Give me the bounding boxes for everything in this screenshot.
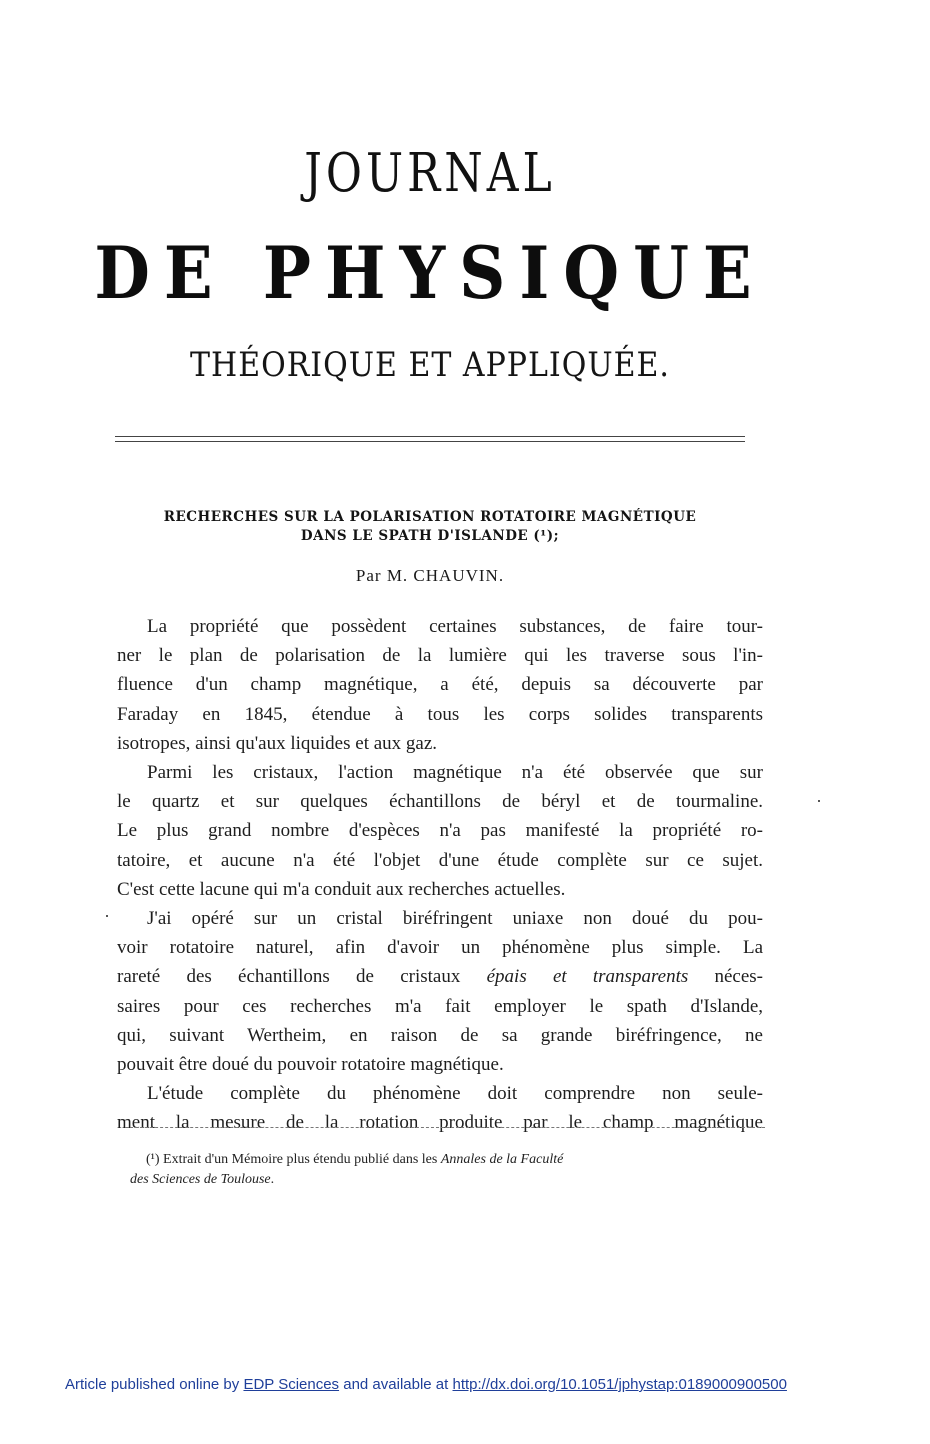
body-line: pouvait être doué du pouvoir rotatoire magnétique. (117, 1054, 504, 1076)
body-line (117, 962, 763, 991)
article-body (117, 612, 763, 1138)
footnote-end: . (270, 1172, 275, 1187)
footnote-marker: (¹) (146, 1152, 160, 1167)
body-line: Le plus grand nombre d'espèces n'a pas manifesté la propriété ro- (117, 820, 763, 842)
body-line: saires pour ces recherches m'a fait employer le spath d'Islande, (117, 995, 763, 1017)
footer-middle: and available at (343, 1376, 449, 1393)
body-line: L'étude complète du phénomène doit comprendre non seule- (147, 1083, 763, 1105)
body-text-run: néces- (714, 966, 763, 988)
footnote-line1 (130, 1150, 766, 1170)
publisher-link[interactable]: EDP Sciences (243, 1376, 340, 1393)
body-line: C'est cette lacune qui m'a conduit aux recherches actuelles. (117, 878, 566, 900)
footnote-rule (125, 1127, 765, 1128)
footer-prefix: Article published online by (65, 1376, 240, 1393)
body-line: qui, suivant Wertheim, en raison de sa grande biréfringence, ne (117, 1024, 763, 1046)
footnote-italic: des Sciences de Toulouse (130, 1172, 271, 1187)
publication-footer (65, 1376, 787, 1393)
body-line: isotropes, ainsi qu'aux liquides et aux gaz. (117, 732, 438, 754)
body-line: fluence d'un champ magnétique, a été, depuis sa découverte par (117, 674, 763, 696)
doi-link[interactable]: http://dx.doi.org/10.1051/jphystap:0189000900500 (452, 1376, 787, 1393)
article-title-line2: DANS LE SPATH D'ISLANDE (¹); (300, 528, 560, 544)
footnote-text: Extrait d'un Mémoire plus étendu publié dans les (163, 1152, 438, 1167)
body-line: tatoire, et aucune n'a été l'objet d'une étude complète sur ce sujet. (117, 849, 763, 871)
article-title (0, 508, 860, 546)
article-title-line1: RECHERCHES SUR LA POLARISATION ROTATOIRE MAGNÉTIQUE (163, 509, 697, 525)
header-double-rule (115, 436, 745, 442)
body-line: Faraday en 1845, étendue à tous les corps solides transparents (117, 703, 763, 725)
journal-subtitle: THÉORIQUE ET APPLIQUÉE. (190, 346, 670, 386)
body-text-run: rareté des échantillons de cristaux (117, 966, 461, 988)
scan-speck (106, 915, 108, 917)
footnote (130, 1150, 766, 1190)
footnote-italic: Annales de la Faculté (440, 1152, 564, 1167)
article-author: Par M. CHAUVIN. (355, 566, 505, 585)
body-line: La propriété que possèdent certaines substances, de faire tour- (147, 616, 763, 637)
body-line: le quartz et sur quelques échantillons de béryl et de tourmaline. (117, 791, 763, 813)
body-line: ner le plan de polarisation de la lumière qui les traverse sous l'in- (117, 645, 763, 667)
body-line: ment la mesure de la rotation produite par le champ magnétique (117, 1112, 763, 1134)
scan-speck (818, 800, 820, 802)
body-line: voir rotatoire naturel, afin d'avoir un phénomène plus simple. La (117, 937, 763, 959)
journal-title-line2: DE PHYSIQUE (94, 232, 766, 316)
body-line: Parmi les cristaux, l'action magnétique n'a été observée que sur (147, 762, 763, 784)
journal-title-line1: JOURNAL (304, 142, 556, 205)
footnote-line2 (130, 1170, 766, 1190)
body-line: J'ai opéré sur un cristal biréfringent uniaxe non doué du pou- (147, 908, 763, 930)
body-italic-run: épais et transparents (486, 966, 689, 988)
